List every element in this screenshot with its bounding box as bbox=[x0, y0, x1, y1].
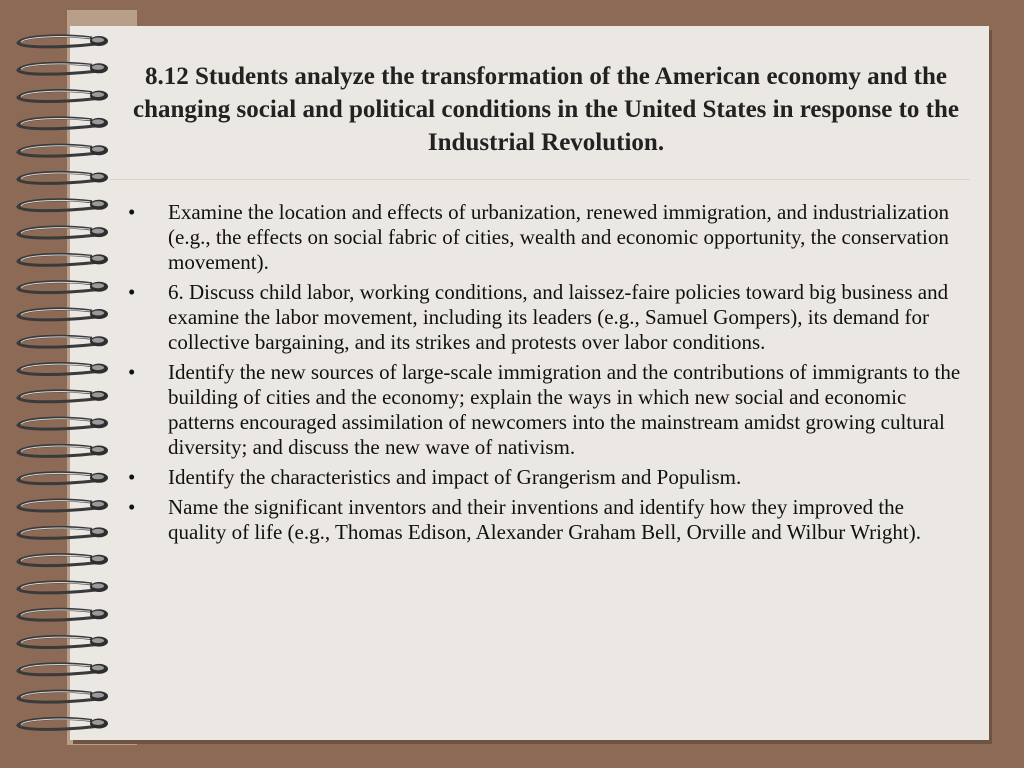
spiral-ring-icon bbox=[18, 500, 108, 511]
bullet-icon: • bbox=[128, 280, 136, 304]
bullet-text: 6. Discuss child labor, working conditions, and laissez-faire policies toward big business and examine the labor movement, including its leaders (e.g., Samuel Gompers), its demand for collective bargaining, and its strikes and protests over labor conditions. bbox=[168, 280, 949, 354]
list-item bbox=[126, 495, 966, 545]
bullet-list bbox=[126, 200, 966, 550]
spiral-ring-icon bbox=[18, 309, 108, 320]
spiral-ring-icon bbox=[18, 445, 108, 456]
spiral-ring-icon bbox=[18, 36, 108, 47]
bullet-icon: • bbox=[128, 495, 136, 519]
bullet-icon: • bbox=[128, 360, 136, 384]
bullet-text: Examine the location and effects of urbanization, renewed immigration, and industrialization (e.g., the effects on social fabric of cities, wealth and economic opportunity, the conservation movement). bbox=[168, 200, 950, 274]
spiral-ring-icon bbox=[18, 555, 108, 566]
bullet-text: Name the significant inventors and their inventions and identify how they improved the quality of life (e.g., Thomas Edison, Alexander Graham Bell, Orville and Wilbur Wright). bbox=[168, 495, 921, 544]
spiral-ring-icon bbox=[18, 145, 108, 156]
slide-title: 8.12 Students analyze the transformation of the American economy and the changing social and political conditions in the United States in response to the Industrial Revolution. bbox=[132, 63, 960, 156]
spiral-ring-icon bbox=[18, 664, 108, 675]
bullet-text: Identify the characteristics and impact of Grangerism and Populism. bbox=[168, 465, 742, 489]
spiral-ring-icon bbox=[18, 254, 108, 265]
spiral-ring-icon bbox=[18, 63, 108, 74]
list-item bbox=[126, 465, 966, 490]
spiral-ring-icon bbox=[18, 364, 108, 375]
spiral-ring-icon bbox=[18, 200, 108, 211]
spiral-ring-icon bbox=[18, 391, 108, 402]
spiral-ring-icon bbox=[18, 609, 108, 620]
spiral-ring-icon bbox=[18, 172, 108, 183]
bullet-icon: • bbox=[128, 200, 136, 224]
title-divider bbox=[110, 179, 970, 180]
spiral-ring-icon bbox=[18, 227, 108, 238]
list-item bbox=[126, 200, 966, 275]
spiral-ring-icon bbox=[18, 91, 108, 102]
bullet-text: Identify the new sources of large-scale immigration and the contributions of immigrants to the building of cities and the economy; explain the ways in which new social and economic patterns encouraged assimilation of newcomers into the mainstream amidst growing cultural diversity; and discuss the new wave of nativism. bbox=[168, 360, 961, 459]
bullet-icon: • bbox=[128, 465, 136, 489]
spiral-ring-icon bbox=[18, 637, 108, 648]
spiral-ring-icon bbox=[18, 527, 108, 538]
spiral-ring-icon bbox=[18, 282, 108, 293]
spiral-ring-icon bbox=[18, 473, 108, 484]
spiral-ring-icon bbox=[18, 418, 108, 429]
spiral-ring-icon bbox=[18, 118, 108, 129]
spiral-binding-icon bbox=[0, 0, 130, 768]
spiral-ring-icon bbox=[18, 691, 108, 702]
spiral-ring-icon bbox=[18, 718, 108, 729]
list-item bbox=[126, 280, 966, 355]
list-item bbox=[126, 360, 966, 460]
spiral-ring-icon bbox=[18, 582, 108, 593]
spiral-ring-icon bbox=[18, 336, 108, 347]
